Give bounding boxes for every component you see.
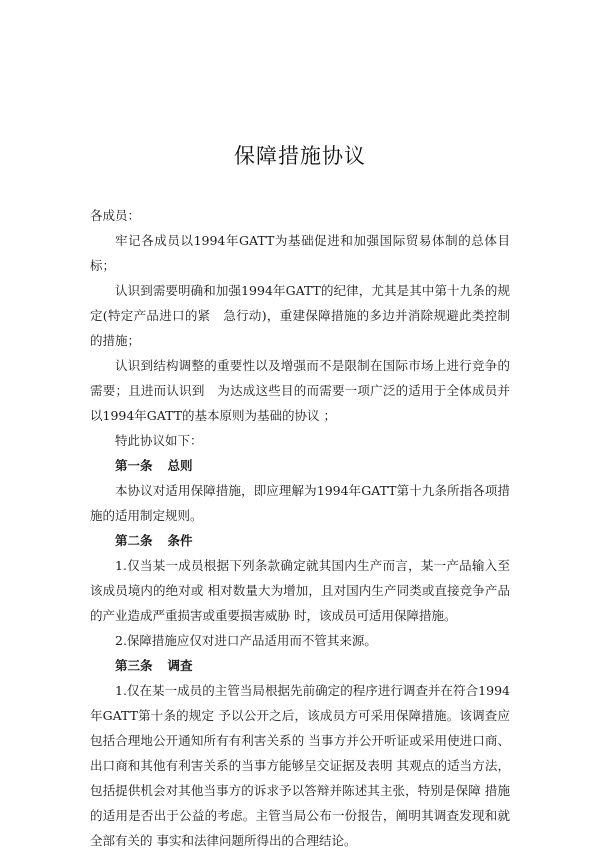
preamble-paragraph: 认识到结构调整的重要性以及增强而不是限制在国际市场上进行竞争的需要；且进而认识到 为达成这些目的而需要一项广泛的适用于全体成员并以1994年GATT的基本原则为基础的协议 ； <box>90 358 510 423</box>
article-paragraph: 1.仅当某一成员根据下列条款确定就其国内生产而言，某一产品输入至该成员境内的绝对或 相对数量大为增加，且对国内生产同类或直接竞争产品的产业造成严重损害或重要损害威胁 时，该成员可适用保障措施。 <box>90 558 510 623</box>
article-number: 第二条 <box>115 533 153 548</box>
article-number: 第一条 <box>115 458 153 473</box>
article-name: 总则 <box>167 458 193 473</box>
article-number: 第三条 <box>115 658 153 673</box>
document-title: 保障措施协议 <box>234 144 366 168</box>
preamble-paragraph: 认识到需要明确和加强1994年GATT的纪律，尤其是其中第十九条的规定(特定产品进口的紧 急行动)，重建保障措施的多边并消除规避此类控制的措施； <box>90 283 510 348</box>
article-paragraph: 1.仅在某一成员的主管当局根据先前确定的程序进行调查并在符合1994年GATT第十条的规定 予以公开之后，该成员方可采用保障措施。该调查应包括合理地公开通知所有有利害关系的 当事方并公开听证或采用使进口商、出口商和其他有利害关系的当事方能够呈交证据及表明 其观点的适当方法，包括提供机会对其他当事方的诉求予以答辩并陈述其主张，特别是保障 措施的适用是否出于公益的考虑。主管当局公布一份报告，阐明其调查发现和就全部有关的 事实和法律问题所得出的合理结论。 <box>90 683 510 848</box>
salutation: 各成员： <box>90 208 141 223</box>
article-heading <box>90 528 510 553</box>
preamble-paragraph: 牢记各成员以1994年GATT为基础促进和加强国际贸易体制的总体目标； <box>90 233 510 273</box>
article-heading <box>90 653 510 678</box>
document-body <box>90 203 510 853</box>
article-paragraph: 2.保障措施应仅对进口产品适用而不管其来源。 <box>115 633 377 648</box>
article-name: 条件 <box>167 533 193 548</box>
article-paragraph: 本协议对适用保障措施，即应理解为1994年GATT第十九条所指各项措施的适用制定规则。 <box>90 483 510 523</box>
article-name: 调查 <box>167 658 193 673</box>
article-heading <box>90 453 510 478</box>
preamble-paragraph: 特此协议如下： <box>115 433 203 448</box>
